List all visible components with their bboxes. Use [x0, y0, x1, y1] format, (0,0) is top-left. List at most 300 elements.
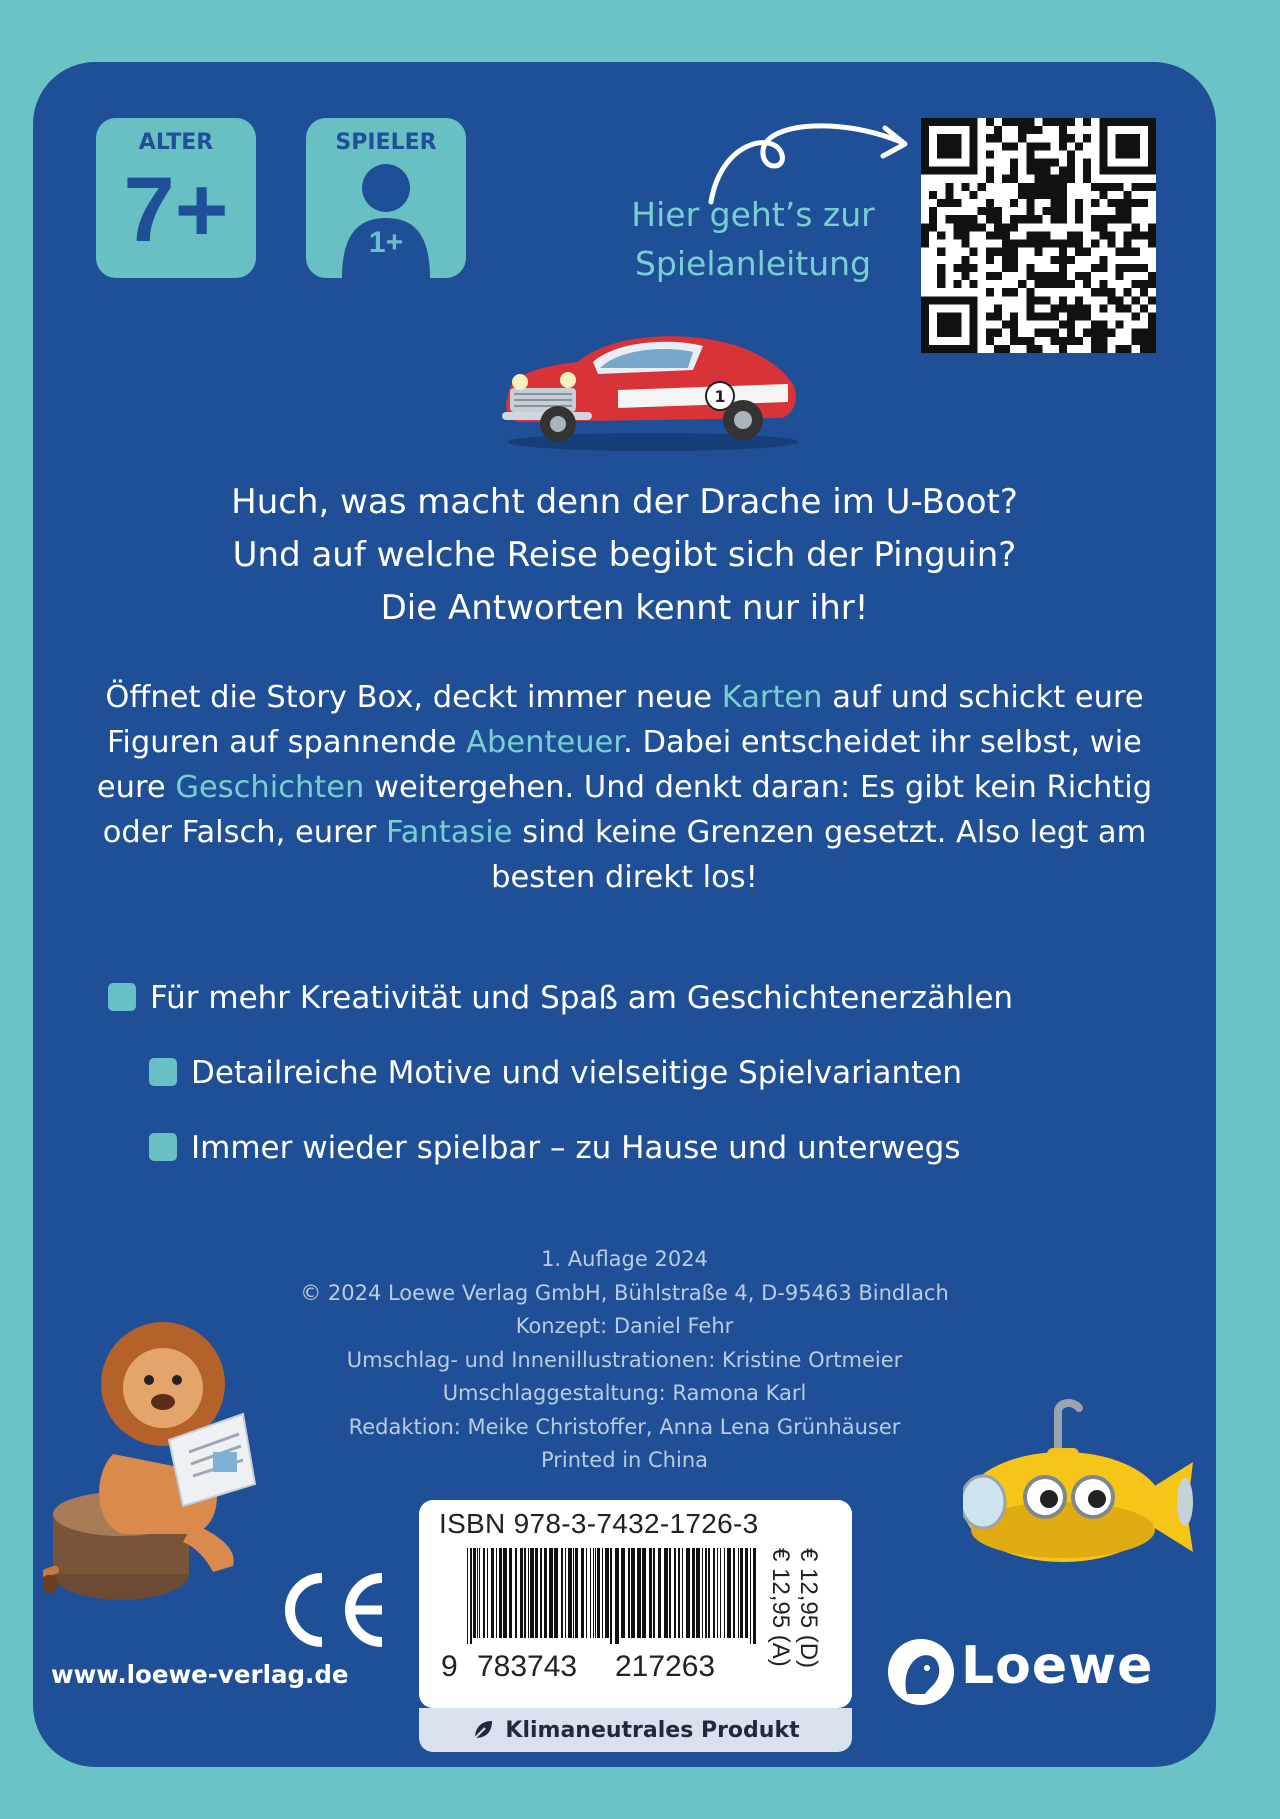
barcode-bar [602, 1548, 603, 1638]
qr-module [953, 142, 961, 150]
qr-module [921, 126, 929, 134]
qr-module [1010, 223, 1018, 231]
qr-module [1124, 240, 1132, 248]
qr-module [1083, 159, 1091, 167]
description-text: . Dabei entscheidet ihr selbst, wie eure [96, 725, 1142, 805]
qr-module [1140, 337, 1148, 345]
qr-module [1140, 199, 1148, 207]
qr-module [921, 150, 929, 158]
barcode-bar [568, 1548, 572, 1638]
qr-module [1051, 280, 1059, 288]
qr-module [1132, 312, 1140, 320]
qr-module [1107, 329, 1115, 337]
website-link[interactable]: www.loewe-verlag.de [51, 1660, 349, 1689]
qr-module [1010, 288, 1018, 296]
barcode-bar [499, 1548, 502, 1638]
qr-module [1043, 207, 1051, 215]
qr-module [921, 321, 929, 329]
description-text: Öffnet die Story Box, deckt immer neue [105, 680, 722, 715]
qr-module [1083, 167, 1091, 175]
qr-module [1091, 183, 1099, 191]
qr-module [994, 207, 1002, 215]
qr-module [1140, 264, 1148, 272]
qr-module [937, 280, 945, 288]
qr-module [1140, 304, 1148, 312]
qr-module [970, 191, 978, 199]
qr-module [1002, 231, 1010, 239]
qr-module [1140, 288, 1148, 296]
qr-module [1075, 207, 1083, 215]
qr-module [929, 167, 937, 175]
barcode-bar [535, 1548, 538, 1638]
qr-module [1034, 183, 1042, 191]
qr-module [1034, 248, 1042, 256]
barcode-bar [705, 1548, 707, 1638]
qr-module [1124, 199, 1132, 207]
description [77, 675, 1172, 900]
price-germany: € 12,95 (D) [795, 1548, 822, 1669]
qr-module [921, 142, 929, 150]
imprint-line: Umschlag- und Innenillustrationen: Kristine Ortmeier [346, 1347, 903, 1372]
qr-module [1034, 159, 1042, 167]
qr-module [921, 337, 929, 345]
qr-module [986, 337, 994, 345]
player-label: SPIELER [335, 130, 437, 155]
qr-module [1010, 264, 1018, 272]
feature-text: Für mehr Kreativität und Spaß am Geschichtenerzählen [150, 980, 1014, 1016]
qr-module [1115, 264, 1123, 272]
imprint-line: Konzept: Daniel Fehr [515, 1314, 734, 1338]
qr-module [986, 207, 994, 215]
qr-module [1034, 191, 1042, 199]
qr-module [1148, 142, 1156, 150]
qr-module [921, 304, 929, 312]
qr-module [1026, 215, 1034, 223]
qr-module [1124, 264, 1132, 272]
qr-module [1026, 142, 1034, 150]
price-austria: € 12,95 (A) [767, 1548, 794, 1667]
qr-module [970, 329, 978, 337]
person-icon [340, 158, 432, 278]
qr-module [1115, 150, 1123, 158]
qr-module [1124, 191, 1132, 199]
qr-module [1107, 183, 1115, 191]
qr-module [970, 223, 978, 231]
barcode-bar [708, 1548, 710, 1638]
qr-module [1075, 142, 1083, 150]
barcode-bar [470, 1548, 472, 1644]
qr-module [1034, 329, 1042, 337]
qr-module [1107, 240, 1115, 248]
qr-module [1124, 118, 1132, 126]
qr-module [1115, 183, 1123, 191]
qr-module [1099, 288, 1107, 296]
headline-line3: Die Antworten kennt nur ihr! [380, 588, 869, 628]
qr-module [978, 183, 986, 191]
qr-module [1034, 175, 1042, 183]
barcode-bar [605, 1548, 609, 1638]
qr-module [994, 248, 1002, 256]
qr-module [1099, 337, 1107, 345]
qr-module [1091, 337, 1099, 345]
qr-module [1002, 256, 1010, 264]
qr-module [970, 159, 978, 167]
qr-module [1051, 312, 1059, 320]
barcode-bar [561, 1548, 563, 1638]
qr-module [994, 345, 1002, 353]
qr-module [1002, 264, 1010, 272]
qr-hint [603, 190, 903, 288]
qr-module [1124, 215, 1132, 223]
qr-module [1124, 231, 1132, 239]
qr-module [1148, 167, 1156, 175]
svg-text:1: 1 [714, 387, 726, 406]
description-text: weitergehen. Und denkt daran: Es gibt kein Richtig oder Falsch, eurer [102, 770, 1153, 850]
barcode-bar [637, 1548, 641, 1638]
barcode-bar [496, 1548, 497, 1638]
qr-module [937, 167, 945, 175]
qr-module [1026, 288, 1034, 296]
qr-module [1034, 231, 1042, 239]
qr-module [1026, 240, 1034, 248]
qr-module [970, 312, 978, 320]
feature-item [149, 1128, 961, 1168]
qr-module [1132, 183, 1140, 191]
qr-module [929, 215, 937, 223]
qr-module [945, 296, 953, 304]
qr-module [1115, 215, 1123, 223]
qr-module [1140, 183, 1148, 191]
qr-module [994, 126, 1002, 134]
player-value: 1+ [368, 226, 404, 259]
qr-module [1043, 272, 1051, 280]
barcode-bar [487, 1548, 488, 1638]
qr-module [1099, 329, 1107, 337]
qr-module [953, 215, 961, 223]
qr-module [1115, 199, 1123, 207]
qr-module [1026, 312, 1034, 320]
barcode-bar [669, 1548, 671, 1638]
qr-module [986, 231, 994, 239]
qr-module [1140, 345, 1148, 353]
qr-module [1051, 175, 1059, 183]
qr-code[interactable] [921, 118, 1156, 353]
qr-module [1083, 304, 1091, 312]
qr-module [1083, 118, 1091, 126]
qr-module [1099, 167, 1107, 175]
publisher-logo [885, 1632, 1185, 1712]
qr-module [929, 118, 937, 126]
qr-module [1124, 207, 1132, 215]
qr-module [970, 248, 978, 256]
qr-module [1043, 280, 1051, 288]
qr-module [1010, 329, 1018, 337]
qr-module [978, 223, 986, 231]
qr-module [921, 159, 929, 167]
qr-module [1026, 264, 1034, 272]
barcode-bar [733, 1548, 735, 1638]
qr-module [1091, 329, 1099, 337]
qr-module [921, 167, 929, 175]
qr-module [1148, 150, 1156, 158]
qr-module [1075, 337, 1083, 345]
qr-module [970, 118, 978, 126]
barcode-bar [477, 1548, 478, 1638]
barcode-bar [524, 1548, 526, 1638]
qr-module [945, 167, 953, 175]
qr-module [962, 215, 970, 223]
qr-module [1148, 134, 1156, 142]
qr-module [1002, 240, 1010, 248]
qr-module [1099, 159, 1107, 167]
qr-module [1115, 296, 1123, 304]
barcode [467, 1548, 757, 1644]
barcode-bar [595, 1548, 596, 1638]
qr-module [1124, 288, 1132, 296]
qr-module [1059, 321, 1067, 329]
qr-module [1132, 264, 1140, 272]
qr-module [986, 175, 994, 183]
qr-module [921, 312, 929, 320]
qr-module [970, 296, 978, 304]
barcode-bar [738, 1548, 739, 1638]
qr-module [1148, 280, 1156, 288]
qr-module [1115, 272, 1123, 280]
qr-module [1034, 312, 1042, 320]
qr-module [1043, 175, 1051, 183]
qr-module [1083, 175, 1091, 183]
feature-text: Detailreiche Motive und vielseitige Spielvarianten [191, 1055, 962, 1091]
qr-module [1091, 223, 1099, 231]
qr-module [1148, 183, 1156, 191]
qr-module [1099, 191, 1107, 199]
qr-module [994, 272, 1002, 280]
qr-module [937, 150, 945, 158]
qr-module [1099, 304, 1107, 312]
qr-module [962, 223, 970, 231]
qr-module [953, 134, 961, 142]
qr-module [1107, 215, 1115, 223]
qr-module [1043, 118, 1051, 126]
qr-module [962, 296, 970, 304]
qr-module [1051, 256, 1059, 264]
qr-module [937, 142, 945, 150]
ce-mark [278, 1570, 388, 1650]
qr-module [1034, 142, 1042, 150]
qr-module [970, 280, 978, 288]
qr-module [1026, 118, 1034, 126]
qr-module [1034, 126, 1042, 134]
qr-module [994, 304, 1002, 312]
qr-module [1059, 142, 1067, 150]
qr-module [1107, 296, 1115, 304]
leaf-icon [471, 1718, 495, 1742]
qr-module [1148, 272, 1156, 280]
qr-module [1140, 167, 1148, 175]
barcode-bar [740, 1548, 743, 1638]
highlight-karten: Karten [721, 680, 823, 715]
qr-module [945, 191, 953, 199]
qr-module [1083, 248, 1091, 256]
qr-module [1099, 134, 1107, 142]
qr-module [1132, 337, 1140, 345]
barcode-bar [696, 1548, 700, 1638]
qr-module [1043, 329, 1051, 337]
qr-module [962, 256, 970, 264]
qr-module [1067, 134, 1075, 142]
barcode-bar [674, 1548, 676, 1638]
qr-module [1115, 167, 1123, 175]
qr-module [1075, 304, 1083, 312]
qr-module [1140, 280, 1148, 288]
qr-module [1067, 337, 1075, 345]
qr-module [953, 118, 961, 126]
qr-module [1026, 150, 1034, 158]
qr-module [1067, 175, 1075, 183]
qr-module [929, 191, 937, 199]
qr-module [1075, 272, 1083, 280]
qr-module [1099, 345, 1107, 353]
barcode-bar [692, 1548, 695, 1638]
qr-module [1043, 296, 1051, 304]
qr-module [1059, 248, 1067, 256]
qr-module [1051, 159, 1059, 167]
qr-module [1107, 199, 1115, 207]
qr-module [1107, 118, 1115, 126]
barcode-bar [549, 1548, 553, 1638]
qr-module [945, 215, 953, 223]
qr-module [1026, 183, 1034, 191]
qr-module [970, 126, 978, 134]
imprint-line: 1. Auflage 2024 [541, 1247, 708, 1271]
qr-hint-line1: Hier geht’s zur [631, 195, 875, 234]
qr-module [1051, 329, 1059, 337]
age-badge [96, 118, 256, 278]
headline-line2: Und auf welche Reise begibt sich der Pinguin? [232, 535, 1017, 575]
qr-module [1091, 199, 1099, 207]
qr-module [1059, 272, 1067, 280]
qr-module [1148, 337, 1156, 345]
qr-module [937, 312, 945, 320]
qr-module [953, 280, 961, 288]
publisher-name: Loewe [961, 1636, 1154, 1696]
qr-module [1026, 159, 1034, 167]
qr-module [1010, 159, 1018, 167]
qr-module [929, 345, 937, 353]
qr-module [1059, 175, 1067, 183]
qr-module [1083, 312, 1091, 320]
qr-module [1059, 183, 1067, 191]
qr-module [929, 207, 937, 215]
qr-module [1043, 142, 1051, 150]
climate-text: Klimaneutrales Produkt [505, 1717, 800, 1743]
qr-module [1034, 215, 1042, 223]
barcode-bar [503, 1548, 507, 1638]
qr-module [945, 142, 953, 150]
barcode-bar [509, 1548, 512, 1638]
qr-module [970, 321, 978, 329]
qr-module [921, 345, 929, 353]
qr-module [953, 312, 961, 320]
qr-module [1107, 231, 1115, 239]
barcode-bar [530, 1548, 534, 1638]
qr-module [1010, 240, 1018, 248]
qr-module [1010, 337, 1018, 345]
qr-module [1018, 337, 1026, 345]
qr-module [1018, 215, 1026, 223]
qr-module [1018, 183, 1026, 191]
qr-module [1010, 167, 1018, 175]
description-text: auf und schickt eure Figuren auf spannende [107, 680, 1144, 760]
barcode-bar [621, 1548, 625, 1638]
barcode-bar [544, 1548, 547, 1638]
qr-module [1132, 296, 1140, 304]
qr-module [1124, 150, 1132, 158]
qr-module [1010, 248, 1018, 256]
qr-module [1067, 321, 1075, 329]
qr-module [953, 345, 961, 353]
qr-module [1067, 231, 1075, 239]
qr-module [986, 167, 994, 175]
qr-module [1115, 304, 1123, 312]
qr-module [986, 118, 994, 126]
qr-module [1124, 345, 1132, 353]
qr-module [978, 207, 986, 215]
qr-module [1059, 345, 1067, 353]
barcode-bar [590, 1548, 591, 1638]
qr-module [1051, 240, 1059, 248]
qr-module [1051, 183, 1059, 191]
qr-module [970, 345, 978, 353]
qr-module [1099, 231, 1107, 239]
qr-module [1043, 159, 1051, 167]
qr-module [1002, 288, 1010, 296]
qr-module [1059, 126, 1067, 134]
qr-module [1091, 264, 1099, 272]
qr-module [1059, 134, 1067, 142]
qr-module [921, 296, 929, 304]
qr-module [953, 150, 961, 158]
qr-module [921, 223, 929, 231]
qr-module [1026, 304, 1034, 312]
qr-module [1148, 296, 1156, 304]
qr-module [1099, 280, 1107, 288]
feature-item [108, 978, 1013, 1018]
qr-module [1140, 231, 1148, 239]
qr-module [1002, 142, 1010, 150]
qr-module [945, 150, 953, 158]
qr-module [1148, 329, 1156, 337]
qr-module [1115, 142, 1123, 150]
qr-module [1059, 256, 1067, 264]
barcode-bar [479, 1548, 480, 1638]
qr-module [962, 264, 970, 272]
barcode-bar [717, 1548, 718, 1638]
barcode-bar [581, 1548, 584, 1638]
qr-module [945, 329, 953, 337]
qr-module [1067, 150, 1075, 158]
qr-module [937, 272, 945, 280]
feature-text: Immer wieder spielbar – zu Hause und unterwegs [191, 1130, 961, 1166]
qr-module [1051, 118, 1059, 126]
barcode-bar [520, 1548, 523, 1638]
qr-module [1148, 126, 1156, 134]
barcode-bar [664, 1548, 668, 1638]
qr-module [929, 296, 937, 304]
qr-module [953, 167, 961, 175]
qr-module [1067, 312, 1075, 320]
age-value: 7+ [123, 159, 229, 261]
